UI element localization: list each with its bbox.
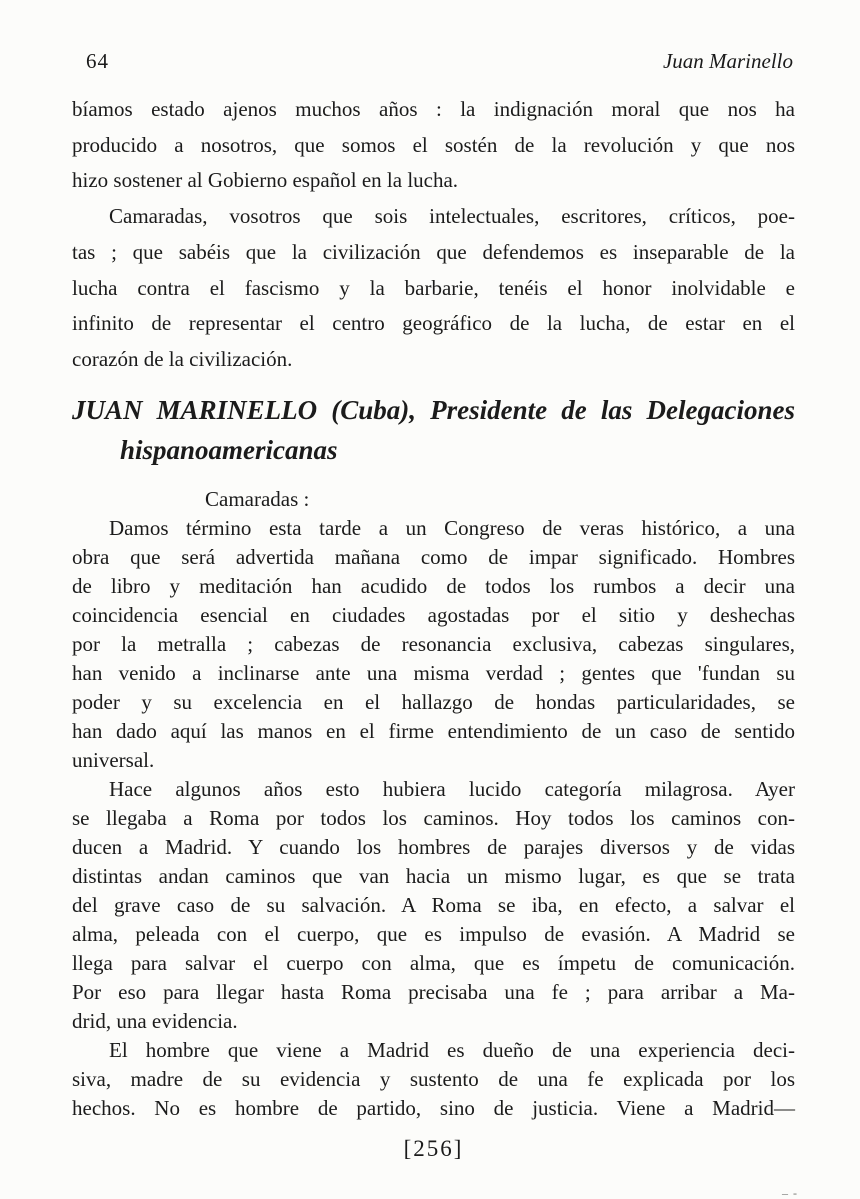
text-line: del grave caso de su salvación. A Roma se iba, en efecto, a salvar el <box>72 892 795 917</box>
paragraph <box>72 199 795 378</box>
text-line: han venido a inclinarse ante una misma verdad ; gentes que 'fundan su <box>72 660 795 685</box>
speech-heading <box>72 390 795 470</box>
page-header <box>72 48 795 74</box>
text-line: alma, peleada con el cuerpo, que es impulso de evasión. A Madrid se <box>72 921 795 946</box>
text-line: universal. <box>72 747 155 772</box>
page-content <box>72 48 795 1123</box>
text-line: infinito de representar el centro geográfico de la lucha, de estar en el <box>72 311 795 336</box>
running-title: Juan Marinello <box>662 49 793 73</box>
text-line: producido a nosotros, que somos el sostén de la revolución y que nos <box>72 132 795 157</box>
text-line: Por eso para llegar hasta Roma precisaba una fe ; para arribar a Ma- <box>72 979 795 1004</box>
text-line: hechos. No es hombre de partido, sino de justicia. Viene a Madrid— <box>72 1095 795 1120</box>
scan-artifact-mark: – ‑ <box>782 1186 798 1199</box>
text-line: Hace algunos años esto hubiera lucido categoría milagrosa. Ayer <box>109 776 795 801</box>
text-line: drid, una evidencia. <box>72 1008 238 1033</box>
text-line: poder y su excelencia en el hallazgo de hondas particularidades, se <box>72 689 795 714</box>
text-line: corazón de la civilización. <box>72 346 293 371</box>
footer-page-number: [256] <box>403 1136 464 1161</box>
speech-heading-line1: JUAN MARINELLO (Cuba), Presidente de las Delegaciones <box>72 394 795 425</box>
text-line: ducen a Madrid. Y cuando los hombres de parajes diversos y de vidas <box>72 834 795 859</box>
text-line: distintas andan caminos que van hacia un mismo lugar, es que se trata <box>72 863 795 888</box>
paragraph <box>72 775 795 1036</box>
text-line: bíamos estado ajenos muchos años : la indignación moral que nos ha <box>72 97 795 121</box>
text-line: por la metralla ; cabezas de resonancia exclusiva, cabezas singulares, <box>72 631 795 656</box>
text-line: Camaradas, vosotros que sois intelectuales, escritores, críticos, poe- <box>109 204 795 229</box>
speech-heading-line2: hispanoamericanas <box>120 434 338 465</box>
text-line: llega para salvar el cuerpo con alma, que es ímpetu de comunicación. <box>72 950 795 975</box>
intro-section <box>72 92 795 378</box>
text-line: han dado aquí las manos en el firme entendimiento de un caso de sentido <box>72 718 795 743</box>
text-line: Damos término esta tarde a un Congreso de veras histórico, a una <box>109 515 795 540</box>
text-line: tas ; que sabéis que la civilización que defendemos es inseparable de la <box>72 239 795 264</box>
text-line: se llegaba a Roma por todos los caminos. Hoy todos los caminos con- <box>72 805 795 830</box>
text-line: de libro y meditación han acudido de todos los rumbos a decir una <box>72 573 795 598</box>
text-line: siva, madre de su evidencia y sustento de una fe explicada por los <box>72 1066 795 1091</box>
paragraph <box>72 1036 795 1123</box>
speech-body <box>72 514 795 1123</box>
text-line: lucha contra el fascismo y la barbarie, tenéis el honor inolvidable e <box>72 275 795 300</box>
text-line: coincidencia esencial en ciudades agostadas por el sitio y deshechas <box>72 602 795 627</box>
salutation: Camaradas : <box>205 486 310 511</box>
text-line: obra que será advertida mañana como de impar significado. Hombres <box>72 544 795 569</box>
page-number: 64 <box>86 49 109 73</box>
text-line: hizo sostener al Gobierno español en la lucha. <box>72 168 459 193</box>
text-line: El hombre que viene a Madrid es dueño de una experiencia deci- <box>109 1037 795 1062</box>
paragraph <box>72 514 795 775</box>
paragraph <box>72 92 795 199</box>
